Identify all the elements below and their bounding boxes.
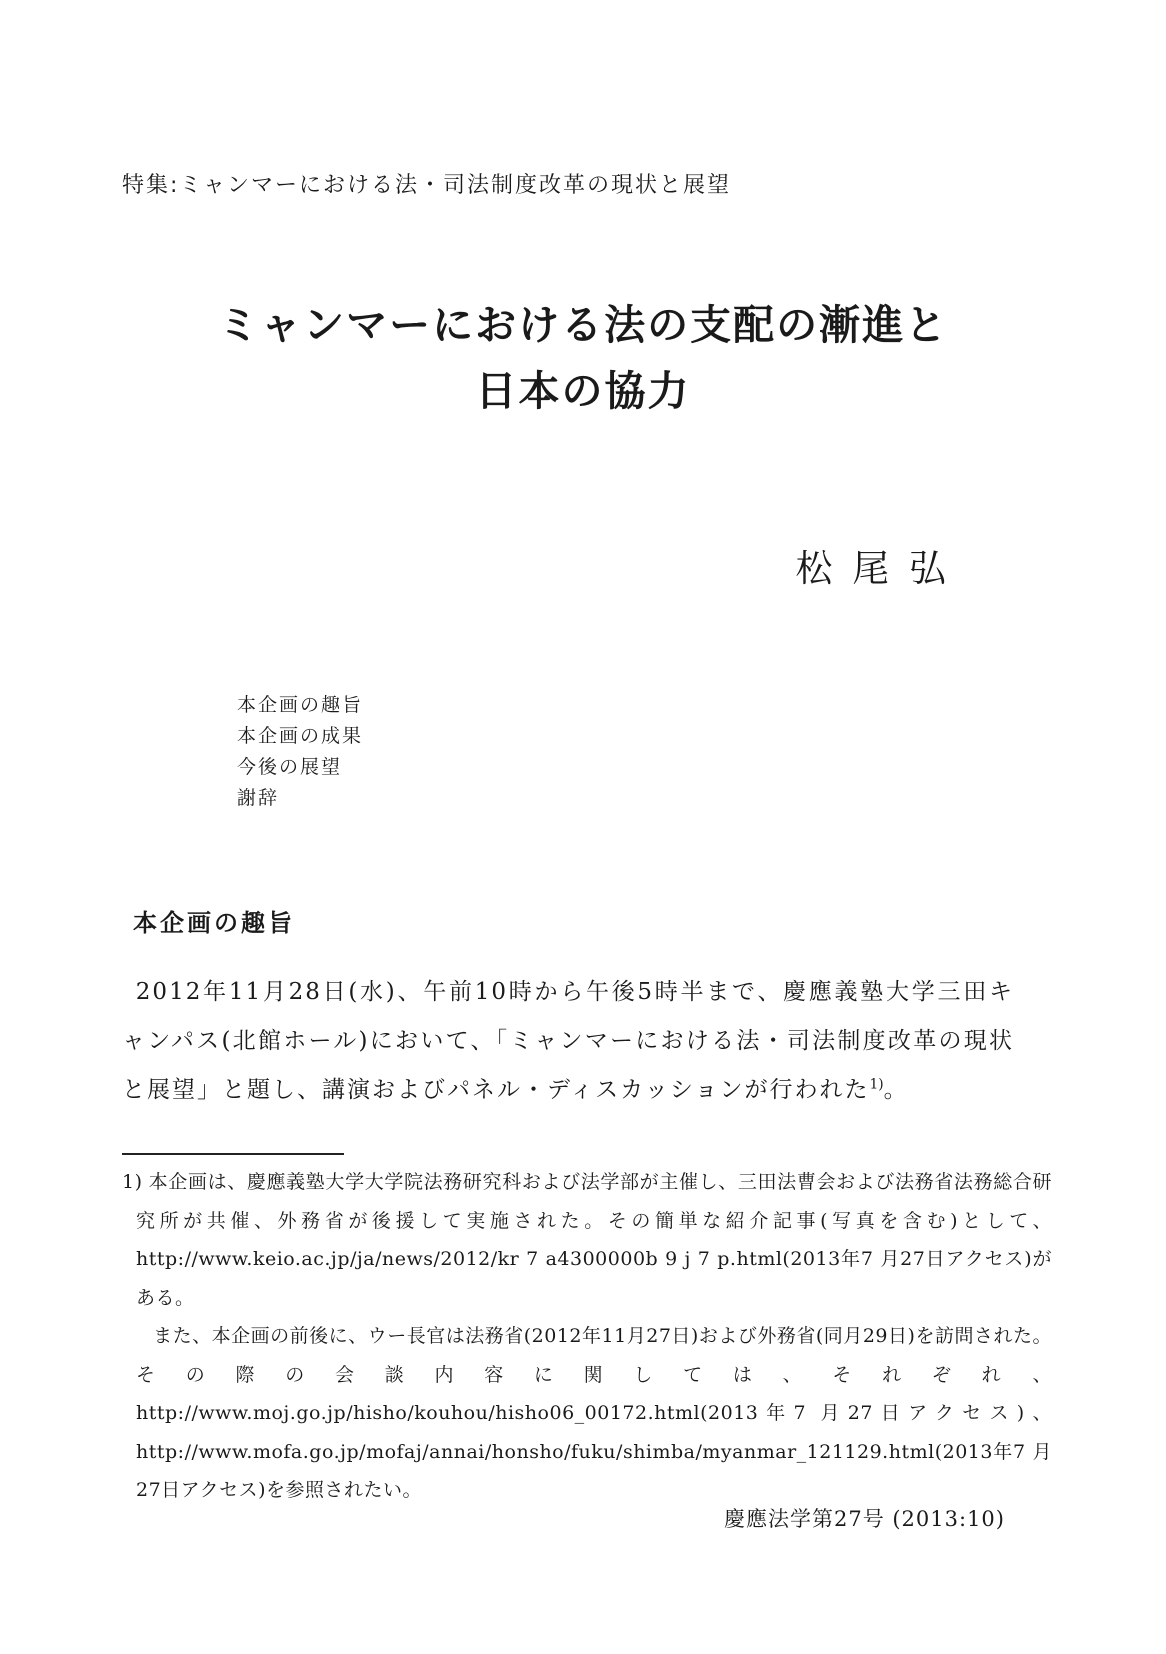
footnote-number: 1)	[122, 1171, 143, 1193]
body-paragraph-text: 2012年11月28日(水)、午前10時から午後5時半まで、慶應義塾大学三田キャンパス(北館ホール)において、「ミャンマーにおける法・司法制度改革の現状と展望」と題し、講演およびパネル・ディスカッションが行われた	[122, 979, 1014, 1103]
author-name: 松 尾 弘	[795, 547, 950, 590]
toc-item-acknowledgments: 謝辞	[237, 787, 280, 809]
footnote-paragraph-2: また、本企画の前後に、ウー長官は法務省(2012年11月27日)および外務省(同月29日)を訪問された。その際の会談内容に関しては、それぞれ、http://www.moj.go.jp/hisho/kouhou/hisho06_00172.html(2013年7 月27日アクセス)、http://www.mofa.go.jp/mofaj/annai/honsho/fuku/shimba/myanmar_121129.html(2013年7 月27日アクセス)を参照されたい。	[136, 1325, 1052, 1501]
footnote-paragraph-1	[122, 1163, 1052, 1317]
paper-title-line2: 日本の協力	[475, 367, 691, 415]
toc-item-results: 本企画の成果	[237, 725, 364, 747]
journal-footer: 慶應法学第27号 (2013:10)	[723, 1507, 1005, 1531]
footnote-divider	[122, 1153, 344, 1155]
footnote-reference: 1)	[869, 1076, 884, 1093]
toc-item-outlook: 今後の展望	[237, 756, 343, 778]
section-heading: 本企画の趣旨	[133, 908, 295, 937]
toc-item-purpose: 本企画の趣旨	[237, 694, 364, 716]
series-label: 特集:ミャンマーにおける法・司法制度改革の現状と展望	[122, 173, 731, 198]
table-of-contents	[237, 690, 363, 814]
body-paragraph-suffix: 。	[883, 1077, 909, 1103]
paper-title	[0, 292, 1166, 424]
paper-title-line1: ミャンマーにおける法の支配の漸進と	[217, 301, 949, 349]
footnote-block	[122, 1163, 1052, 1510]
footnote-text-1: 本企画は、慶應義塾大学大学院法務研究科および法学部が主催し、三田法曹会および法務省法務総合研究所が共催、外務省が後援して実施された。その簡単な紹介記事(写真を含む)として、http://www.keio.ac.jp/ja/news/2012/kr 7 a4300000b 9 j 7 p.html(2013年7 月27日アクセス)がある。	[136, 1171, 1052, 1309]
body-paragraph	[122, 968, 1014, 1115]
